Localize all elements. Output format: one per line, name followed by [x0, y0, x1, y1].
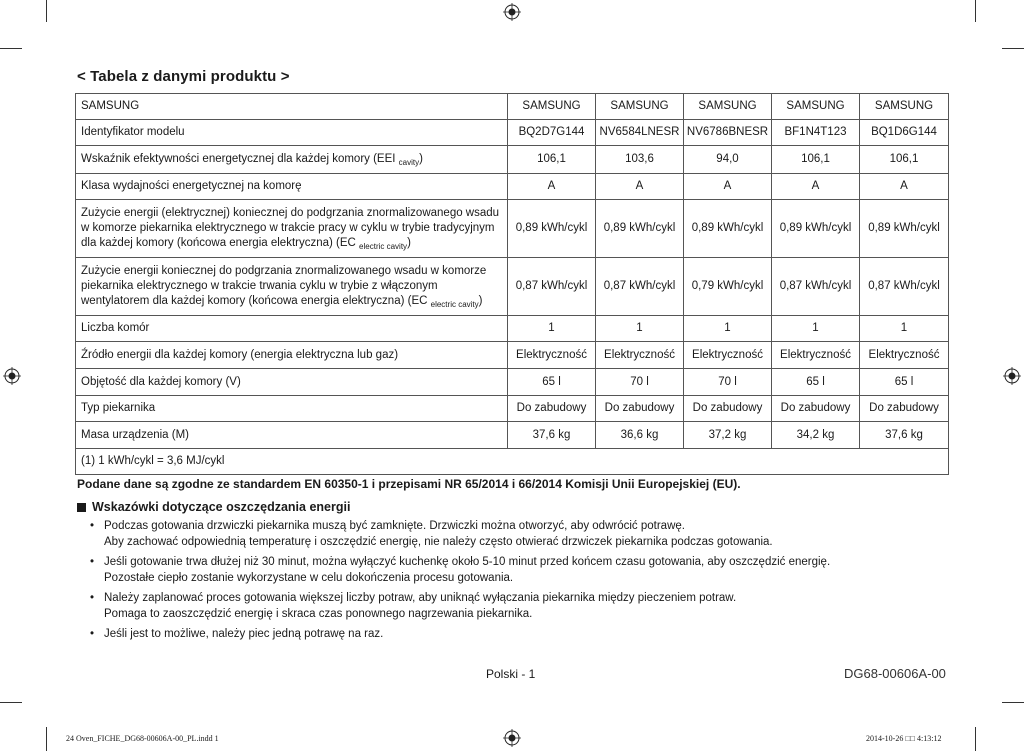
list-item: [90, 627, 950, 643]
table-cell: SAMSUNG: [684, 94, 772, 120]
row-label-text: Typ piekarnika: [81, 402, 156, 414]
row-label: [76, 316, 508, 342]
row-label: [76, 174, 508, 200]
table-cell: 0,87 kWh/cykl: [860, 258, 949, 316]
list-item: [90, 519, 950, 550]
table-cell: 34,2 kg: [772, 422, 860, 449]
row-label: [76, 396, 508, 422]
table-cell: SAMSUNG: [596, 94, 684, 120]
table-cell: Do zabudowy: [596, 396, 684, 422]
slug-filename: 24 Oven_FICHE_DG68-00606A-00_PL.indd 1: [66, 734, 219, 743]
crop-mark: [0, 48, 22, 49]
table-cell: 1: [860, 316, 949, 342]
table-cell: 1: [684, 316, 772, 342]
table-cell: 65 l: [860, 369, 949, 396]
table-cell: 103,6: [596, 146, 684, 174]
table-cell: Do zabudowy: [860, 396, 949, 422]
table-cell: A: [684, 174, 772, 200]
table-row: [76, 316, 949, 342]
table-cell: 0,89 kWh/cykl: [684, 200, 772, 258]
table-cell: SAMSUNG: [860, 94, 949, 120]
row-label-text: Wskaźnik efektywności energetycznej dla każdej komory (EEI: [81, 153, 399, 165]
bullet-icon: •: [90, 628, 95, 640]
table-row: [76, 369, 949, 396]
table-cell: 0,79 kWh/cykl: [684, 258, 772, 316]
tip-line: Pozostałe ciepło zostanie wykorzystane w celu dokończenia procesu gotowania.: [104, 571, 514, 584]
row-label: [76, 146, 508, 174]
table-cell: SAMSUNG: [772, 94, 860, 120]
row-label: [76, 120, 508, 146]
page-title: < Tabela z danymi produktu >: [77, 68, 290, 85]
tip-line: Podczas gotowania drzwiczki piekarnika muszą być zamknięte. Drzwiczki można otworzyć, aby odwrócić potrawę.: [104, 520, 685, 532]
registration-mark-icon: [503, 729, 521, 747]
table-cell: 0,89 kWh/cykl: [596, 200, 684, 258]
table-cell: 0,87 kWh/cykl: [772, 258, 860, 316]
table-cell: 36,6 kg: [596, 422, 684, 449]
row-label-text: Masa urządzenia (M): [81, 428, 190, 441]
table-cell: Do zabudowy: [684, 396, 772, 422]
tips-heading-text: Wskazówki dotyczące oszczędzania energii: [92, 500, 351, 514]
table-row: [76, 94, 949, 120]
row-label-text: Identyfikator modelu: [81, 126, 185, 138]
tip-line: Pomaga to zaoszczędzić energię i skraca czas ponownego nagrzewania piekarnika.: [104, 607, 533, 620]
registration-mark-icon: [503, 3, 521, 21]
row-label-text: Zużycie energii (elektrycznej) koniecznej do podgrzania znormalizowanego wsadu w komorze piekarnika elektrycznego w trakcie pracy w cyklu w trybie tradycyjnym dla każdej komory (końcowa energia elektryczna) (EC: [81, 207, 500, 249]
table-row: [76, 396, 949, 422]
table-footnote: (1) 1 kWh/cykl = 3,6 MJ/cykl: [76, 449, 949, 475]
table-cell: 37,2 kg: [684, 422, 772, 449]
table-cell: Elektryczność: [772, 342, 860, 369]
table-cell: Elektryczność: [596, 342, 684, 369]
row-label: [76, 258, 508, 316]
table-cell: 70 l: [684, 369, 772, 396]
table-cell: Elektryczność: [508, 342, 596, 369]
row-label: [76, 422, 508, 449]
square-bullet-icon: [77, 503, 86, 512]
row-label-text: Liczba komór: [81, 322, 150, 334]
table-row: [76, 258, 949, 316]
registration-mark-icon: [1003, 367, 1021, 385]
row-label-text: Objętość dla każdej komory (V): [81, 375, 241, 388]
table-cell: 37,6 kg: [860, 422, 949, 449]
table-row: [76, 146, 949, 174]
crop-mark: [46, 727, 47, 751]
crop-mark: [975, 727, 976, 751]
table-cell: 1: [508, 316, 596, 342]
table-cell: 0,89 kWh/cykl: [772, 200, 860, 258]
row-label: [76, 94, 508, 120]
tip-line: Aby zachować odpowiednią temperaturę i oszczędzić energię, nie należy często otwierać drzwiczek piekarnika podczas gotowania.: [104, 535, 773, 548]
table-cell: A: [772, 174, 860, 200]
table-cell: 106,1: [772, 146, 860, 174]
tip-line: Należy zaplanować proces gotowania większej liczby potraw, aby uniknąć wyłączania piekarnika między pieczeniem potraw.: [104, 592, 737, 604]
bullet-icon: •: [90, 592, 95, 604]
table-row: [76, 422, 949, 449]
table-cell: 37,6 kg: [508, 422, 596, 449]
table-cell: Do zabudowy: [772, 396, 860, 422]
table-cell: SAMSUNG: [508, 94, 596, 120]
table-row: [76, 120, 949, 146]
table-cell: 0,87 kWh/cykl: [596, 258, 684, 316]
table-cell: NV6786BNESR: [684, 120, 772, 146]
table-cell: 0,89 kWh/cykl: [508, 200, 596, 258]
bullet-icon: •: [90, 556, 95, 568]
row-label: [76, 342, 508, 369]
crop-mark: [1002, 48, 1024, 49]
row-label-text: Źródło energii dla każdej komory (energia elektryczna lub gaz): [81, 348, 399, 361]
row-label-text: SAMSUNG: [81, 100, 140, 112]
table-cell: A: [596, 174, 684, 200]
table-cell: 1: [596, 316, 684, 342]
row-label-suffix: ): [478, 295, 483, 307]
crop-mark: [0, 702, 22, 703]
row-label-subscript: electric cavity: [430, 300, 479, 309]
table-cell: 1: [772, 316, 860, 342]
table-row: [76, 342, 949, 369]
slug-datetime: 2014-10-26 □□ 4:13:12: [866, 734, 942, 743]
table-cell: 0,87 kWh/cykl: [508, 258, 596, 316]
row-label-text: Zużycie energii koniecznej do podgrzania znormalizowanego wsadu w komorze piekarnika elektrycznego w trakcie trwania cyklu w trybie z włączonym wentylatorem dla każdej komory (końcowa energia elektryczna) (EC: [81, 265, 487, 307]
tips-list: [90, 519, 950, 648]
table-cell: BQ1D6G144: [860, 120, 949, 146]
table-row: [76, 174, 949, 200]
tip-line: Jeśli jest to możliwe, należy piec jedną potrawę na raz.: [104, 628, 384, 640]
table-cell: Do zabudowy: [508, 396, 596, 422]
list-item: [90, 555, 950, 586]
table-cell: 106,1: [508, 146, 596, 174]
row-label: [76, 369, 508, 396]
table-cell: 94,0: [684, 146, 772, 174]
table-cell: 65 l: [772, 369, 860, 396]
table-cell: 65 l: [508, 369, 596, 396]
row-label-subscript: cavity: [398, 158, 420, 167]
table-cell: NV6584LNESR: [596, 120, 684, 146]
crop-mark: [975, 0, 976, 22]
row-label-suffix: ): [407, 237, 411, 249]
registration-mark-icon: [3, 367, 21, 385]
row-label-text: Klasa wydajności energetycznej na komorę: [81, 180, 302, 192]
row-label: [76, 200, 508, 258]
table-cell: Elektryczność: [860, 342, 949, 369]
product-data-table: [75, 93, 949, 475]
table-cell: A: [508, 174, 596, 200]
page-number: Polski - 1: [486, 667, 536, 681]
compliance-note: Podane dane są zgodne ze standardem EN 60350-1 i przepisami NR 65/2014 i 66/2014 Komisji Unii Europejskiej (EU).: [77, 477, 741, 491]
document-code: DG68-00606A-00: [844, 666, 946, 681]
table-cell: Elektryczność: [684, 342, 772, 369]
row-label-suffix: ): [419, 153, 423, 165]
list-item: [90, 591, 950, 622]
table-cell: BQ2D7G144: [508, 120, 596, 146]
table-row: [76, 200, 949, 258]
row-label-subscript: electric cavity: [359, 242, 408, 251]
table-cell: 106,1: [860, 146, 949, 174]
table-footnote-row: [76, 449, 949, 475]
table-cell: BF1N4T123: [772, 120, 860, 146]
crop-mark: [1002, 702, 1024, 703]
table-cell: A: [860, 174, 949, 200]
tip-line: Jeśli gotowanie trwa dłużej niż 30 minut, można wyłączyć kuchenkę około 5-10 minut przed końcem czasu gotowania, aby oszczędzić energię.: [104, 556, 831, 568]
table-cell: 70 l: [596, 369, 684, 396]
table-cell: 0,89 kWh/cykl: [860, 200, 949, 258]
tips-heading: [77, 500, 350, 514]
crop-mark: [46, 0, 47, 22]
bullet-icon: •: [90, 520, 95, 532]
